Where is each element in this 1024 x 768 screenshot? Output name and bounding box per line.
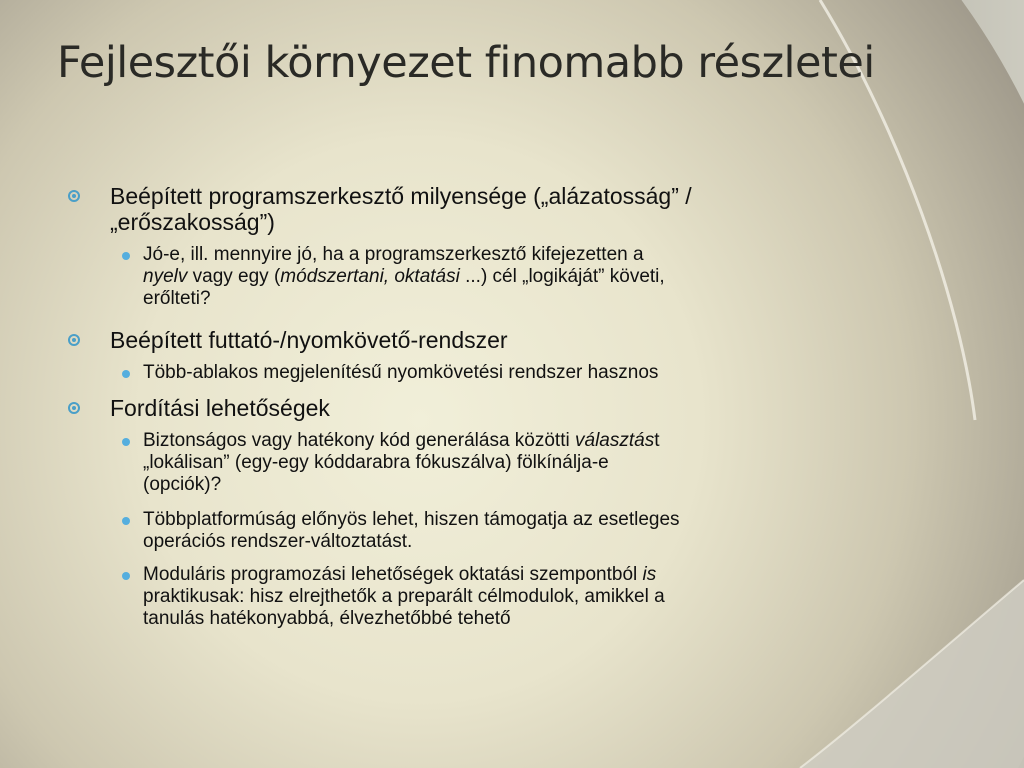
dot-bullet-icon [122,572,130,580]
sub-bullet-line: tanulás hatékonyabbá, élvezhetőbbé tehető [143,608,511,629]
italic-term: nyelv [143,266,188,287]
bullet-text: Fordítási lehetőségek [110,395,330,421]
sub-bullet-line: „lokálisan” (egy-egy kóddarabra fókuszálva) fölkínálja-e [143,452,609,473]
sub-bullet-line: erőlteti? [143,288,211,309]
text-run: ...) cél „logikáját” követi, [459,266,665,287]
sub-bullet-text [143,564,665,630]
circle-bullet-icon [68,334,80,346]
italic-term: választás [575,430,655,451]
sub-bullet-text [143,430,659,496]
sub-bullet-text [143,509,680,553]
text-run: vagy egy ( [187,266,281,287]
bullet-text [110,183,692,235]
dot-bullet-icon [122,517,130,525]
dot-bullet-icon [122,252,130,260]
text-run: Biztonságos vagy hatékony kód generálása közötti [143,430,575,451]
italic-term: is [642,564,657,585]
sub-bullet-line: (opciók)? [143,474,222,495]
sub-bullet-line: praktikusak: hisz elrejthetők a preparált célmodulok, amikkel a [143,586,665,607]
sub-bullet-line: operációs rendszer-változtatást. [143,531,413,552]
bullet-text: Beépített futtató-/nyomkövető-rendszer [110,327,508,353]
bullet-line: „erőszakosság”) [110,209,275,235]
dot-bullet-icon [122,370,130,378]
circle-bullet-icon [68,190,80,202]
text-run: t [654,430,660,451]
text-run: Moduláris programozási lehetőségek oktatási szempontból [143,564,643,585]
dot-bullet-icon [122,438,130,446]
sub-bullet-text: Több-ablakos megjelenítésű nyomkövetési rendszer hasznos [143,362,659,383]
italic-term: módszertani, oktatási [280,266,460,287]
sub-bullet-line: Jó-e, ill. mennyire jó, ha a programszerkesztő kifejezetten a [143,244,644,265]
slide-title: Fejlesztői környezet finomabb részletei [57,38,875,88]
sub-bullet-line: Többplatformúság előnyös lehet, hiszen támogatja az esetleges [143,509,680,530]
circle-bullet-icon [68,402,80,414]
sub-bullet-line [143,266,665,288]
sub-bullet-line [143,430,659,452]
sub-bullet-text [143,244,665,310]
bullet-line: Beépített programszerkesztő milyensége („alázatosság” / [110,183,692,209]
sub-bullet-line [143,564,665,586]
